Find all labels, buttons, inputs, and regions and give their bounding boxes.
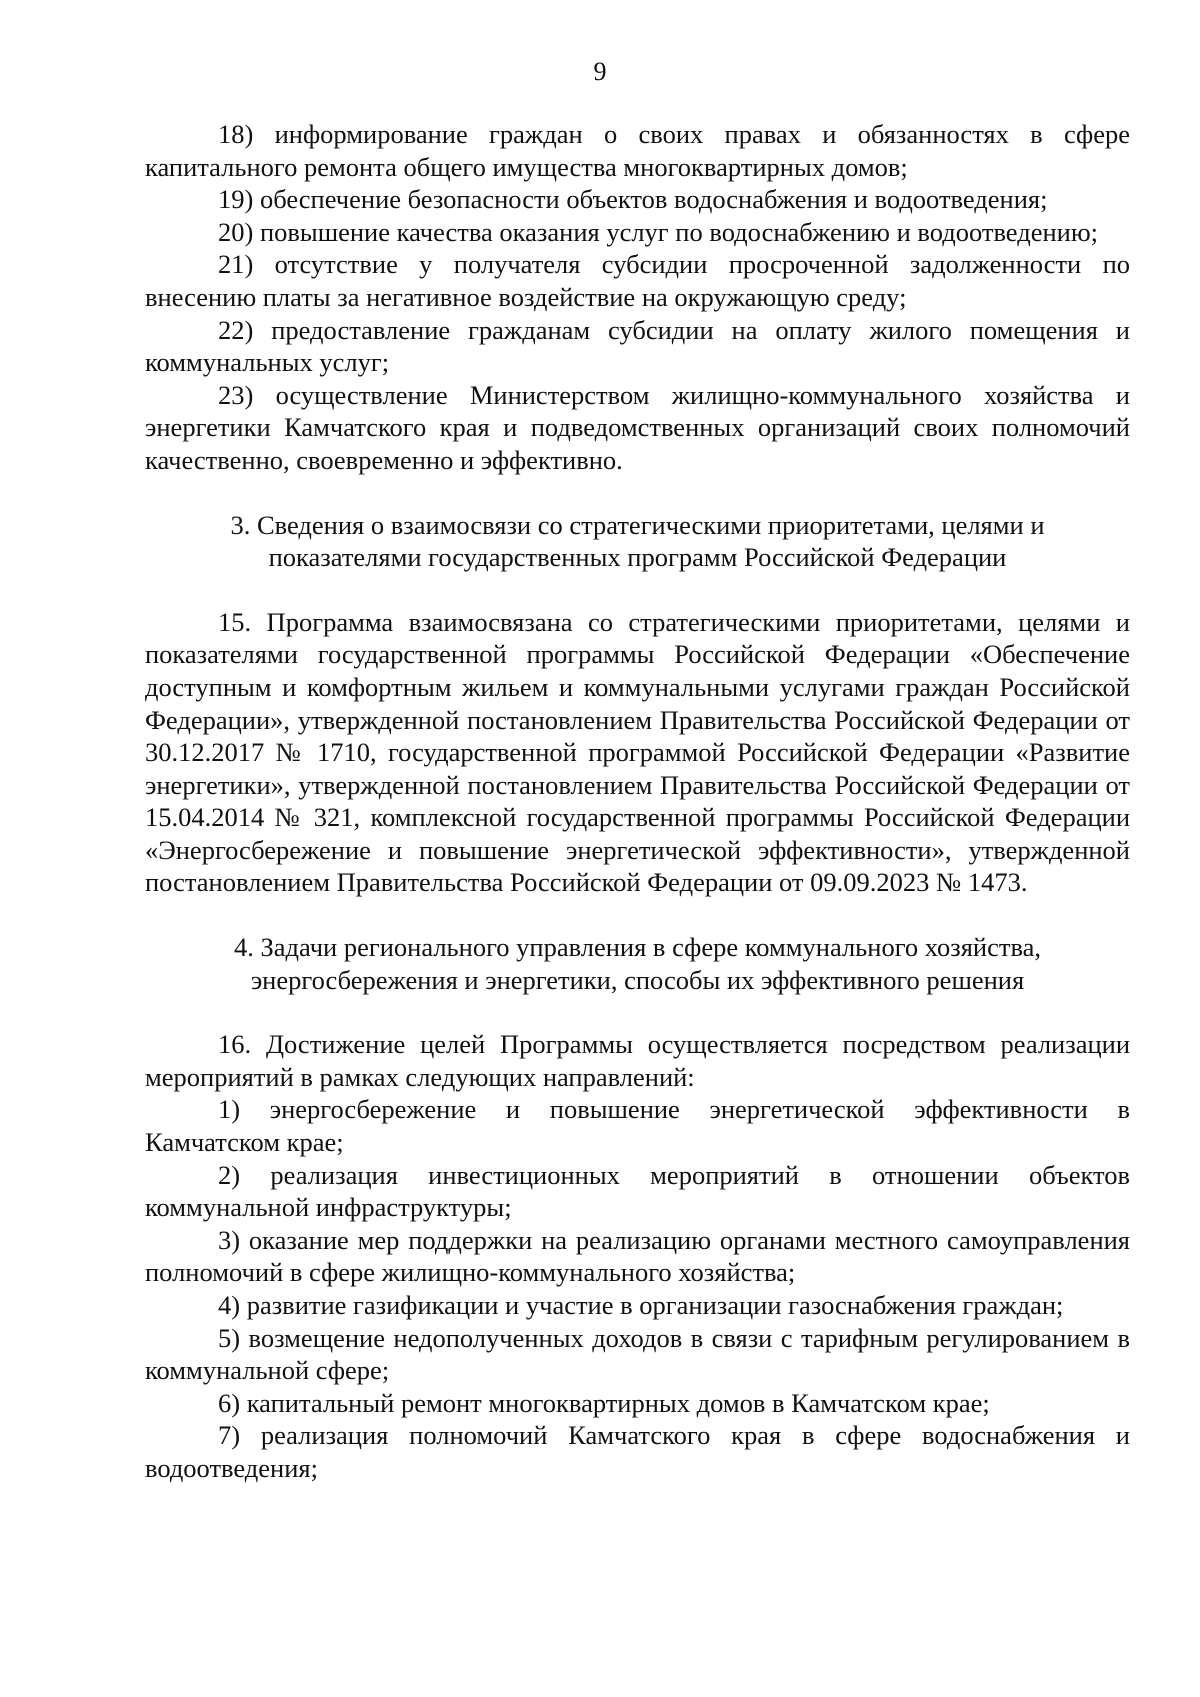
- direction-item-5: 5) возмещение недополученных доходов в связи с тарифным регулированием в коммунальной сфере;: [145, 1322, 1130, 1386]
- direction-item-2: 2) реализация инвестиционных мероприятий в отношении объектов коммунальной инфраструктуры;: [145, 1159, 1130, 1223]
- list-item-18: 18) информирование граждан о своих правах и обязанностях в сфере капитального ремонта общего имущества многоквартирных домов;: [145, 119, 1130, 182]
- paragraph-16: 16. Достижение целей Программы осуществляется посредством реализации мероприятий в рамках следующих направлений:: [145, 1029, 1130, 1092]
- page-number: 9: [593, 57, 607, 86]
- direction-item-6: 6) капитальный ремонт многоквартирных домов в Камчатском крае;: [218, 1387, 990, 1418]
- paragraph-15: 15. Программа взаимосвязана со стратегическими приоритетами, целями и показателями государственной программы Российской Федерации «Обеспечение доступным и комфортным жильем и коммунальными услугами граждан Российской Федерации», утвержденной постановлением Правительства Российской Федерации от 30.12.2017 № 1710, государственной программой Российской Федерации «Развитие энергетики», утвержденной постановлением Правительства Российской Федерации от 15.04.2014 № 321, комплексной государственной программы Российской Федерации «Энергосбережение и повышение энергетической эффективности», утвержденной постановлением Правительства Российской Федерации от 09.09.2023 № 1473.: [145, 606, 1130, 898]
- section-4-heading: 4. Задачи регионального управления в сфере коммунального хозяйства, энергосбережения и энергетики, способы их эффективного решения: [233, 932, 1042, 995]
- list-item-23: 23) осуществление Министерством жилищно-коммунального хозяйства и энергетики Камчатского края и подведомственных организаций своих полномочий качественно, своевременно и эффективно.: [145, 379, 1130, 475]
- direction-item-3: 3) оказание мер поддержки на реализацию органами местного самоуправления полномочий в сфере жилищно-коммунального хозяйства;: [145, 1224, 1130, 1288]
- direction-item-7: 7) реализация полномочий Камчатского края в сфере водоснабжения и водоотведения;: [145, 1420, 1130, 1483]
- direction-item-1: 1) энергосбережение и повышение энергетической эффективности в Камчатском крае;: [145, 1094, 1130, 1158]
- document-body: [145, 118, 1130, 1485]
- direction-item-4: 4) развитие газификации и участие в организации газоснабжения граждан;: [218, 1290, 1064, 1320]
- list-item-20: 20) повышение качества оказания услуг по водоснабжению и водоотведению;: [218, 216, 1098, 247]
- list-item-22: 22) предоставление гражданам субсидии на оплату жилого помещения и коммунальных услуг;: [145, 314, 1130, 378]
- list-item-19: 19) обеспечение безопасности объектов водоснабжения и водоотведения;: [218, 184, 1048, 215]
- list-item-21: 21) отсутствие у получателя субсидии просроченной задолженности по внесению платы за негативное воздействие на окружающую среду;: [145, 249, 1130, 312]
- section-3-heading: 3. Сведения о взаимосвязи со стратегическими приоритетами, целями и показателями государственных программ Российской Федерации: [230, 509, 1045, 573]
